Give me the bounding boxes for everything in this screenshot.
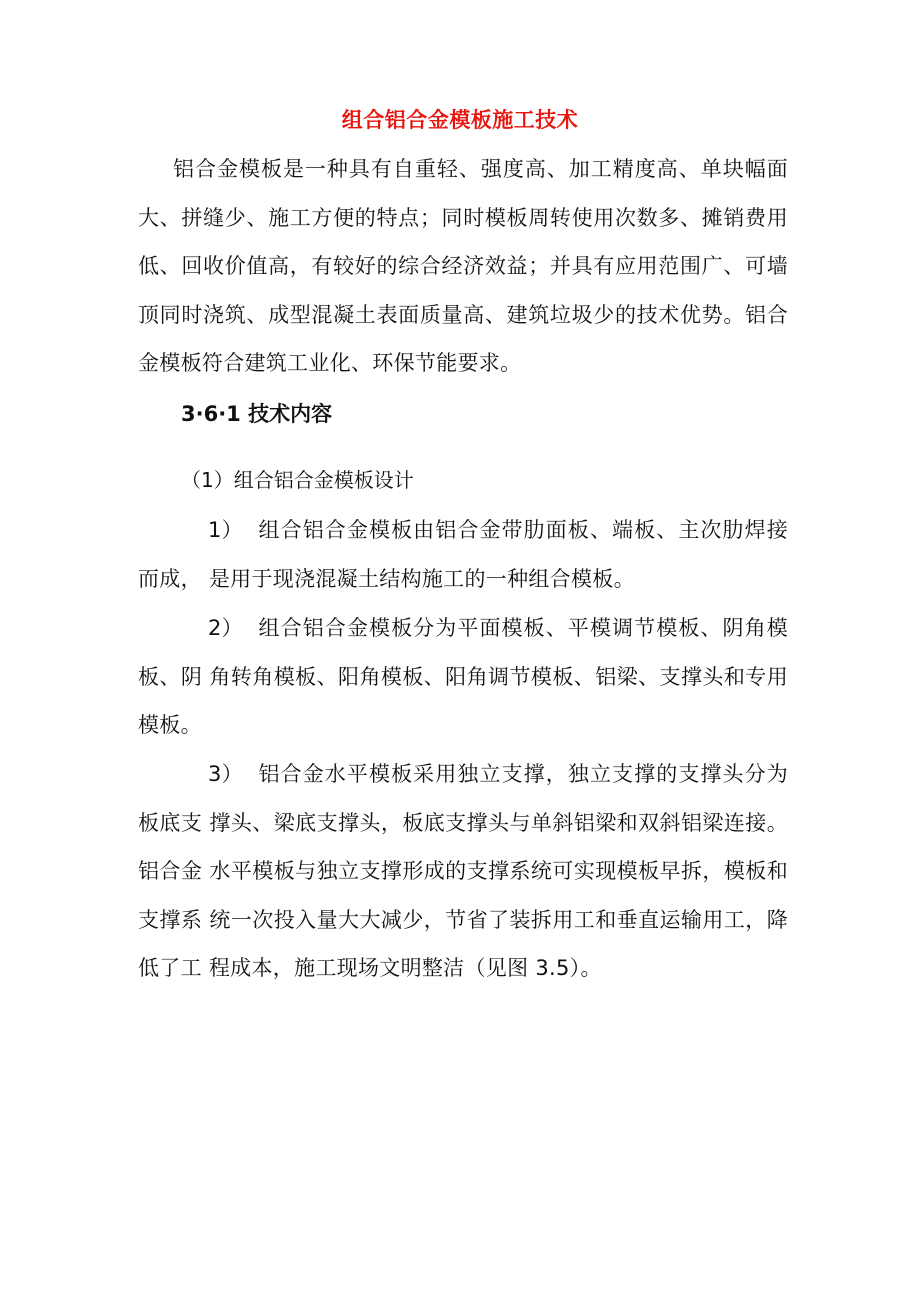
list-item-text: 组合铝合金模板由铝合金带肋面板、端板、主次肋焊接而成， 是用于现浇混凝土结构施工的一种组合模板。 (138, 518, 788, 591)
intro-paragraph: 铝合金模板是一种具有自重轻、强度高、加工精度高、单块幅面大、拼缝少、施工方便的特点；同时模板周转使用次数多、摊销费用低、回收价值高，有较好的综合经济效益；并具有应用范围广、可墙顶同时浇筑、成型混凝土表面质量高、建筑垃圾少的技术优势。铝合金模板符合建筑工业化、环保节能要求。 (138, 157, 788, 375)
list-item-number: 2） (208, 616, 243, 640)
list-item-number: 3） (208, 762, 243, 786)
list-item-2 (138, 604, 788, 750)
list-item-3 (138, 750, 788, 993)
subsection-heading: （1）组合铝合金模板设计 (181, 468, 414, 492)
list-item-text: 组合铝合金模板分为平面模板、平模调节模板、阴角模板、阴 角转角模板、阳角模板、阳角调节模板、铝梁、支撑头和专用模板。 (138, 616, 788, 737)
list-item-number: 1） (208, 518, 243, 542)
list-item-text: 铝合金水平模板采用独立支撑，独立支撑的支撑头分为板底支 撑头、梁底支撑头，板底支撑头与单斜铝梁和双斜铝梁连接。铝合金 水平模板与独立支撑形成的支撑系统可实现模板早拆，模板和支撑系 统一次投入量大大减少，节省了装拆用工和垂直运输用工，降低了工 程成本，施工现场文明整洁（见图 3.5）。 (138, 762, 788, 980)
section-heading: 3·6·1 技术内容 (181, 402, 333, 426)
list-item-1 (138, 506, 788, 603)
document-title: 组合铝合金模板施工技术 (341, 108, 579, 132)
